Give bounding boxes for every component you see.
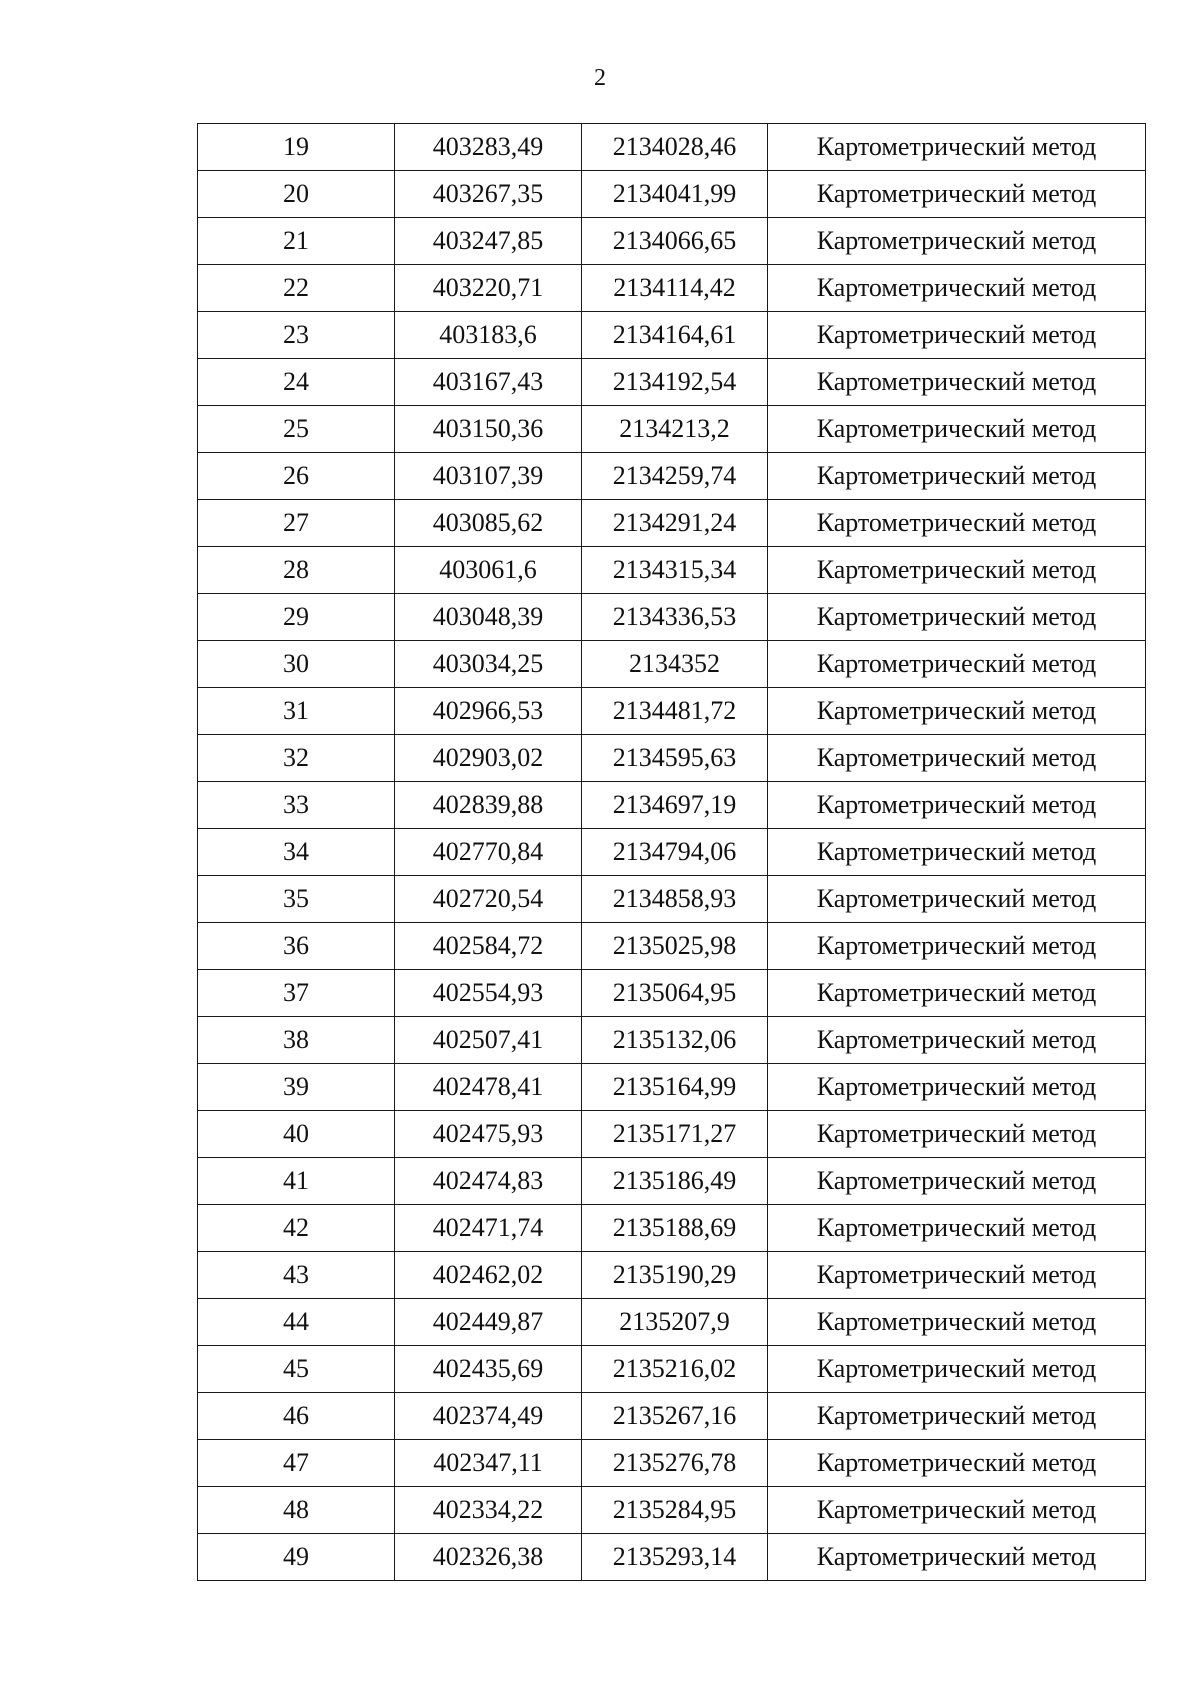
method-cell: Картометрический метод (768, 594, 1146, 641)
x-coordinate-cell: 402720,54 (395, 876, 582, 923)
table-row (198, 171, 1146, 218)
coordinates-table (197, 123, 1146, 1581)
x-coordinate-cell: 402770,84 (395, 829, 582, 876)
x-coordinate-cell: 403167,43 (395, 359, 582, 406)
x-coordinate-cell: 402903,02 (395, 735, 582, 782)
table-row (198, 1393, 1146, 1440)
coordinates-table-body (198, 124, 1146, 1581)
x-coordinate-cell: 402966,53 (395, 688, 582, 735)
table-row (198, 594, 1146, 641)
point-number-cell: 46 (198, 1393, 395, 1440)
table-row (198, 1534, 1146, 1581)
point-number-cell: 32 (198, 735, 395, 782)
table-row (198, 1487, 1146, 1534)
point-number-cell: 26 (198, 453, 395, 500)
x-coordinate-cell: 402374,49 (395, 1393, 582, 1440)
table-row (198, 265, 1146, 312)
method-cell: Картометрический метод (768, 782, 1146, 829)
x-coordinate-cell: 402347,11 (395, 1440, 582, 1487)
method-cell: Картометрический метод (768, 359, 1146, 406)
x-coordinate-cell: 402554,93 (395, 970, 582, 1017)
y-coordinate-cell: 2134164,61 (582, 312, 768, 359)
table-row (198, 688, 1146, 735)
x-coordinate-cell: 402507,41 (395, 1017, 582, 1064)
method-cell: Картометрический метод (768, 218, 1146, 265)
y-coordinate-cell: 2134352 (582, 641, 768, 688)
x-coordinate-cell: 402584,72 (395, 923, 582, 970)
y-coordinate-cell: 2135025,98 (582, 923, 768, 970)
y-coordinate-cell: 2135188,69 (582, 1205, 768, 1252)
x-coordinate-cell: 403085,62 (395, 500, 582, 547)
point-number-cell: 23 (198, 312, 395, 359)
point-number-cell: 35 (198, 876, 395, 923)
table-row (198, 1017, 1146, 1064)
method-cell: Картометрический метод (768, 171, 1146, 218)
method-cell: Картометрический метод (768, 1487, 1146, 1534)
y-coordinate-cell: 2135171,27 (582, 1111, 768, 1158)
y-coordinate-cell: 2135216,02 (582, 1346, 768, 1393)
table-row (198, 970, 1146, 1017)
point-number-cell: 25 (198, 406, 395, 453)
method-cell: Картометрический метод (768, 923, 1146, 970)
y-coordinate-cell: 2134041,99 (582, 171, 768, 218)
x-coordinate-cell: 403267,35 (395, 171, 582, 218)
x-coordinate-cell: 403247,85 (395, 218, 582, 265)
y-coordinate-cell: 2134028,46 (582, 124, 768, 171)
method-cell: Картометрический метод (768, 1440, 1146, 1487)
point-number-cell: 21 (198, 218, 395, 265)
page-number: 2 (594, 65, 606, 91)
method-cell: Картометрический метод (768, 970, 1146, 1017)
table-row (198, 923, 1146, 970)
y-coordinate-cell: 2134213,2 (582, 406, 768, 453)
point-number-cell: 47 (198, 1440, 395, 1487)
point-number-cell: 27 (198, 500, 395, 547)
method-cell: Картометрический метод (768, 1064, 1146, 1111)
table-row (198, 1158, 1146, 1205)
table-row (198, 1064, 1146, 1111)
point-number-cell: 31 (198, 688, 395, 735)
x-coordinate-cell: 402334,22 (395, 1487, 582, 1534)
point-number-cell: 34 (198, 829, 395, 876)
x-coordinate-cell: 402478,41 (395, 1064, 582, 1111)
method-cell: Картометрический метод (768, 829, 1146, 876)
point-number-cell: 38 (198, 1017, 395, 1064)
method-cell: Картометрический метод (768, 312, 1146, 359)
table-row (198, 1346, 1146, 1393)
y-coordinate-cell: 2134192,54 (582, 359, 768, 406)
method-cell: Картометрический метод (768, 1534, 1146, 1581)
point-number-cell: 45 (198, 1346, 395, 1393)
point-number-cell: 43 (198, 1252, 395, 1299)
table-row (198, 876, 1146, 923)
x-coordinate-cell: 402449,87 (395, 1299, 582, 1346)
x-coordinate-cell: 403034,25 (395, 641, 582, 688)
table-row (198, 829, 1146, 876)
y-coordinate-cell: 2135164,99 (582, 1064, 768, 1111)
y-coordinate-cell: 2135064,95 (582, 970, 768, 1017)
point-number-cell: 30 (198, 641, 395, 688)
table-row (198, 1252, 1146, 1299)
point-number-cell: 40 (198, 1111, 395, 1158)
y-coordinate-cell: 2134858,93 (582, 876, 768, 923)
point-number-cell: 28 (198, 547, 395, 594)
point-number-cell: 44 (198, 1299, 395, 1346)
x-coordinate-cell: 402475,93 (395, 1111, 582, 1158)
method-cell: Картометрический метод (768, 547, 1146, 594)
point-number-cell: 24 (198, 359, 395, 406)
table-row (198, 547, 1146, 594)
table-row (198, 218, 1146, 265)
x-coordinate-cell: 402462,02 (395, 1252, 582, 1299)
method-cell: Картометрический метод (768, 1111, 1146, 1158)
x-coordinate-cell: 403061,6 (395, 547, 582, 594)
y-coordinate-cell: 2134259,74 (582, 453, 768, 500)
method-cell: Картометрический метод (768, 1393, 1146, 1440)
table-row (198, 1440, 1146, 1487)
method-cell: Картометрический метод (768, 500, 1146, 547)
method-cell: Картометрический метод (768, 1299, 1146, 1346)
y-coordinate-cell: 2134336,53 (582, 594, 768, 641)
point-number-cell: 49 (198, 1534, 395, 1581)
y-coordinate-cell: 2134315,34 (582, 547, 768, 594)
table-row (198, 1205, 1146, 1252)
method-cell: Картометрический метод (768, 688, 1146, 735)
table-row (198, 500, 1146, 547)
method-cell: Картометрический метод (768, 124, 1146, 171)
x-coordinate-cell: 402839,88 (395, 782, 582, 829)
x-coordinate-cell: 403220,71 (395, 265, 582, 312)
point-number-cell: 29 (198, 594, 395, 641)
y-coordinate-cell: 2134114,42 (582, 265, 768, 312)
x-coordinate-cell: 403283,49 (395, 124, 582, 171)
table-row (198, 1111, 1146, 1158)
point-number-cell: 36 (198, 923, 395, 970)
y-coordinate-cell: 2135186,49 (582, 1158, 768, 1205)
point-number-cell: 20 (198, 171, 395, 218)
y-coordinate-cell: 2135207,9 (582, 1299, 768, 1346)
method-cell: Картометрический метод (768, 641, 1146, 688)
method-cell: Картометрический метод (768, 406, 1146, 453)
y-coordinate-cell: 2135276,78 (582, 1440, 768, 1487)
point-number-cell: 41 (198, 1158, 395, 1205)
table-row (198, 359, 1146, 406)
method-cell: Картометрический метод (768, 1346, 1146, 1393)
method-cell: Картометрический метод (768, 1158, 1146, 1205)
x-coordinate-cell: 403107,39 (395, 453, 582, 500)
y-coordinate-cell: 2134481,72 (582, 688, 768, 735)
point-number-cell: 37 (198, 970, 395, 1017)
method-cell: Картометрический метод (768, 1252, 1146, 1299)
x-coordinate-cell: 402326,38 (395, 1534, 582, 1581)
y-coordinate-cell: 2134697,19 (582, 782, 768, 829)
method-cell: Картометрический метод (768, 1205, 1146, 1252)
y-coordinate-cell: 2134794,06 (582, 829, 768, 876)
table-row (198, 735, 1146, 782)
table-row (198, 782, 1146, 829)
x-coordinate-cell: 403150,36 (395, 406, 582, 453)
point-number-cell: 48 (198, 1487, 395, 1534)
y-coordinate-cell: 2134595,63 (582, 735, 768, 782)
method-cell: Картометрический метод (768, 876, 1146, 923)
table-row (198, 1299, 1146, 1346)
method-cell: Картометрический метод (768, 735, 1146, 782)
y-coordinate-cell: 2135293,14 (582, 1534, 768, 1581)
point-number-cell: 42 (198, 1205, 395, 1252)
x-coordinate-cell: 403183,6 (395, 312, 582, 359)
y-coordinate-cell: 2135267,16 (582, 1393, 768, 1440)
x-coordinate-cell: 402474,83 (395, 1158, 582, 1205)
table-row (198, 406, 1146, 453)
method-cell: Картометрический метод (768, 1017, 1146, 1064)
y-coordinate-cell: 2135284,95 (582, 1487, 768, 1534)
table-row (198, 453, 1146, 500)
y-coordinate-cell: 2134066,65 (582, 218, 768, 265)
table-row (198, 312, 1146, 359)
x-coordinate-cell: 402435,69 (395, 1346, 582, 1393)
table-row (198, 124, 1146, 171)
method-cell: Картометрический метод (768, 453, 1146, 500)
x-coordinate-cell: 403048,39 (395, 594, 582, 641)
point-number-cell: 22 (198, 265, 395, 312)
y-coordinate-cell: 2135132,06 (582, 1017, 768, 1064)
point-number-cell: 19 (198, 124, 395, 171)
y-coordinate-cell: 2135190,29 (582, 1252, 768, 1299)
point-number-cell: 39 (198, 1064, 395, 1111)
table-row (198, 641, 1146, 688)
method-cell: Картометрический метод (768, 265, 1146, 312)
point-number-cell: 33 (198, 782, 395, 829)
y-coordinate-cell: 2134291,24 (582, 500, 768, 547)
x-coordinate-cell: 402471,74 (395, 1205, 582, 1252)
